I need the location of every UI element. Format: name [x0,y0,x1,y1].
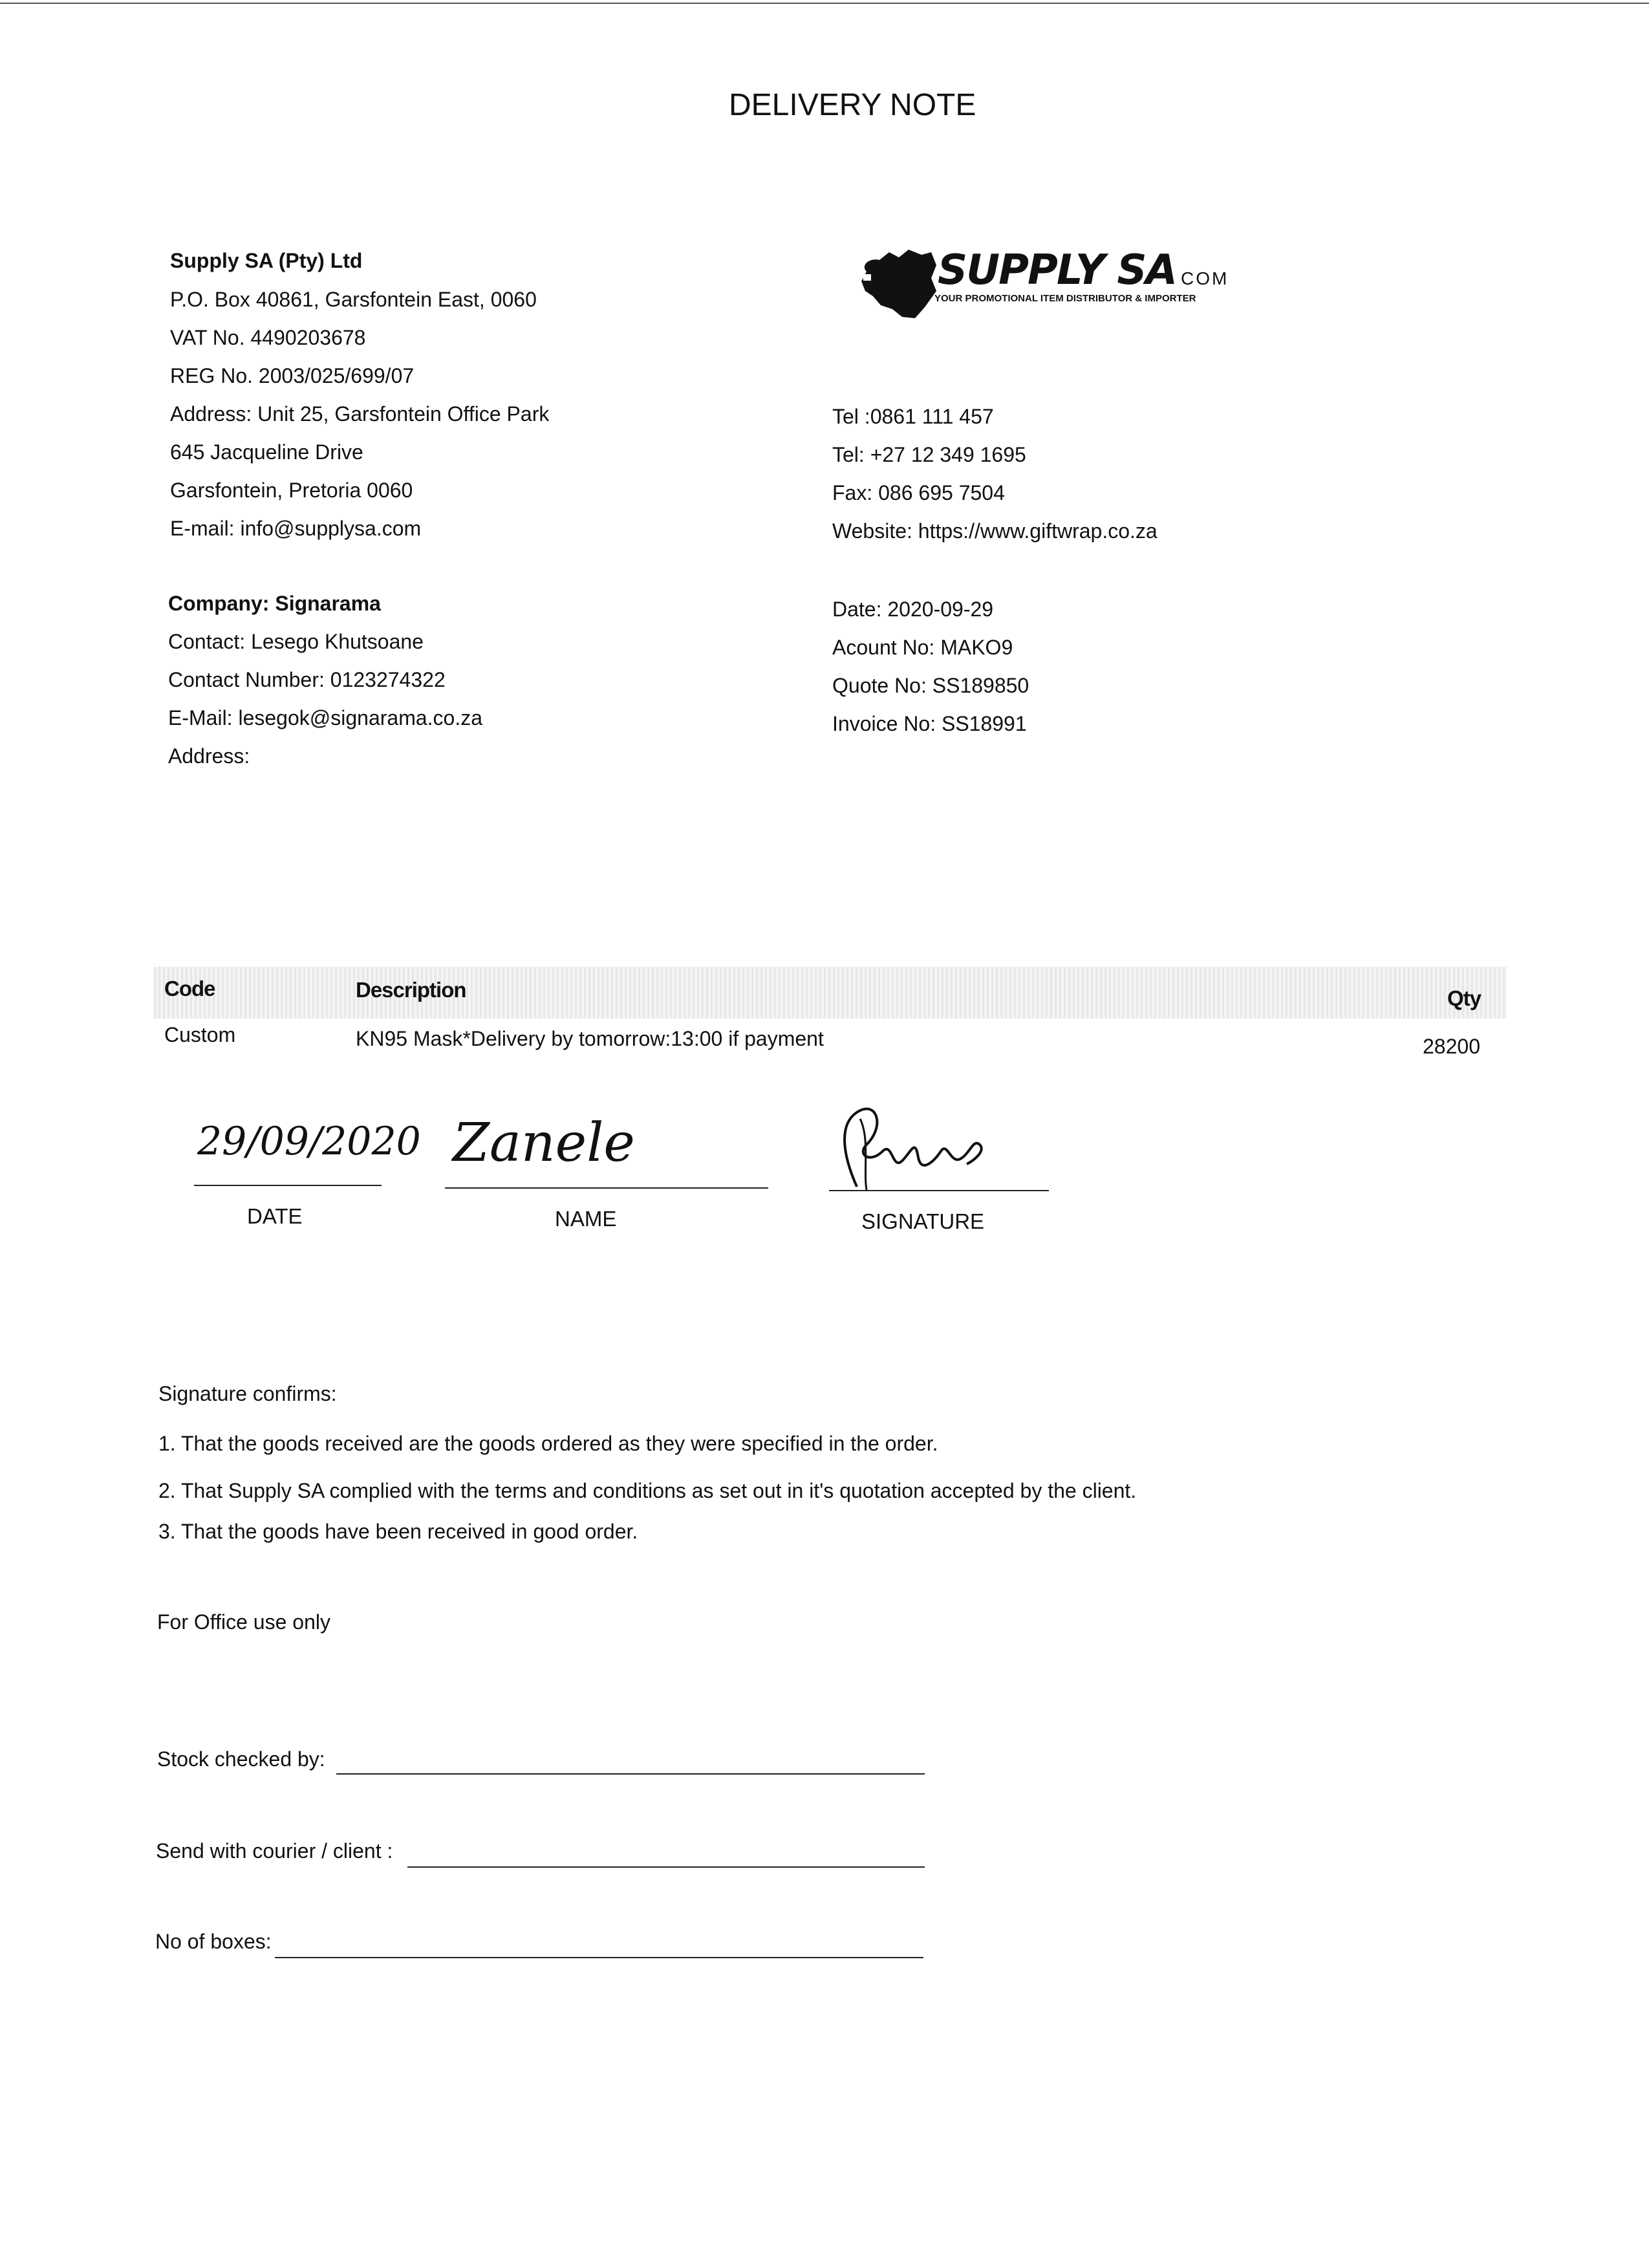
contact-line: Tel: +27 12 349 1695 [832,443,1026,466]
africa-map-icon [854,246,944,323]
supplier-line: Garsfontein, Pretoria 0060 [170,479,413,502]
boxes-label: No of boxes: [155,1930,272,1953]
date-line [194,1185,382,1186]
customer-line: Contact Number: 0123274322 [168,668,446,691]
contact-line: Tel :0861 111 457 [832,405,994,428]
logo-suffix: COM [1181,268,1229,288]
ref-line: Date: 2020-09-29 [832,598,994,621]
customer-company: Company: Signarama [168,592,381,615]
col-header-description: Description [356,978,466,1002]
customer-line: Contact: Lesego Khutsoane [168,630,424,653]
supply-sa-logo [854,243,1242,327]
supplier-line: VAT No. 4490203678 [170,326,366,349]
row-code: Custom [164,1023,236,1046]
confirm-item: 1. That the goods received are the goods ordered as they were specified in the order. [158,1432,938,1455]
confirm-item: 2. That Supply SA complied with the terms and conditions as set out in it's quotation accepted by the client. [158,1479,1137,1502]
signature-line [829,1190,1049,1191]
col-header-code: Code [164,977,215,1000]
contact-line: Fax: 086 695 7504 [832,481,1005,504]
signature-label: SIGNATURE [861,1209,985,1233]
customer-line: Address: [168,744,250,768]
row-description: KN95 Mask*Delivery by tomorrow:13:00 if payment [356,1027,824,1050]
page-title: DELIVERY NOTE [729,88,976,122]
scan-edge-line [0,3,1649,4]
name-line [445,1187,768,1189]
boxes-field[interactable] [275,1957,923,1958]
logo-wordmark: SUPPLY SA [938,246,1176,294]
supplier-line: Address: Unit 25, Garsfontein Office Park [170,402,550,426]
confirm-intro: Signature confirms: [158,1382,337,1405]
stock-checked-label: Stock checked by: [157,1747,325,1771]
customer-line: E-Mail: lesegok@signarama.co.za [168,706,483,729]
name-label: NAME [555,1207,617,1231]
signature-scribble [831,1099,1012,1196]
supplier-name: Supply SA (Pty) Ltd [170,249,363,272]
supplier-line: REG No. 2003/025/699/07 [170,364,415,387]
handwritten-name: Zanele [453,1112,635,1174]
ref-line: Acount No: MAKO9 [832,636,1013,659]
stock-checked-field[interactable] [336,1773,925,1775]
col-header-qty: Qty [1447,986,1482,1010]
contact-line: Website: https://www.giftwrap.co.za [832,519,1158,543]
supplier-line: P.O. Box 40861, Garsfontein East, 0060 [170,288,537,311]
ref-line: Invoice No: SS18991 [832,712,1027,735]
office-heading: For Office use only [157,1610,330,1634]
supplier-line: 645 Jacqueline Drive [170,440,363,464]
ref-line: Quote No: SS189850 [832,674,1029,697]
supplier-line: E-mail: info@supplysa.com [170,517,422,540]
row-qty: 28200 [1423,1035,1480,1058]
logo-tagline: YOUR PROMOTIONAL ITEM DISTRIBUTOR & IMPORTER [934,293,1196,304]
send-with-label: Send with courier / client : [156,1839,393,1863]
confirm-item: 3. That the goods have been received in good order. [158,1520,638,1543]
handwritten-date: 29/09/2020 [197,1119,421,1164]
date-label: DATE [247,1204,303,1228]
send-with-field[interactable] [407,1866,925,1868]
